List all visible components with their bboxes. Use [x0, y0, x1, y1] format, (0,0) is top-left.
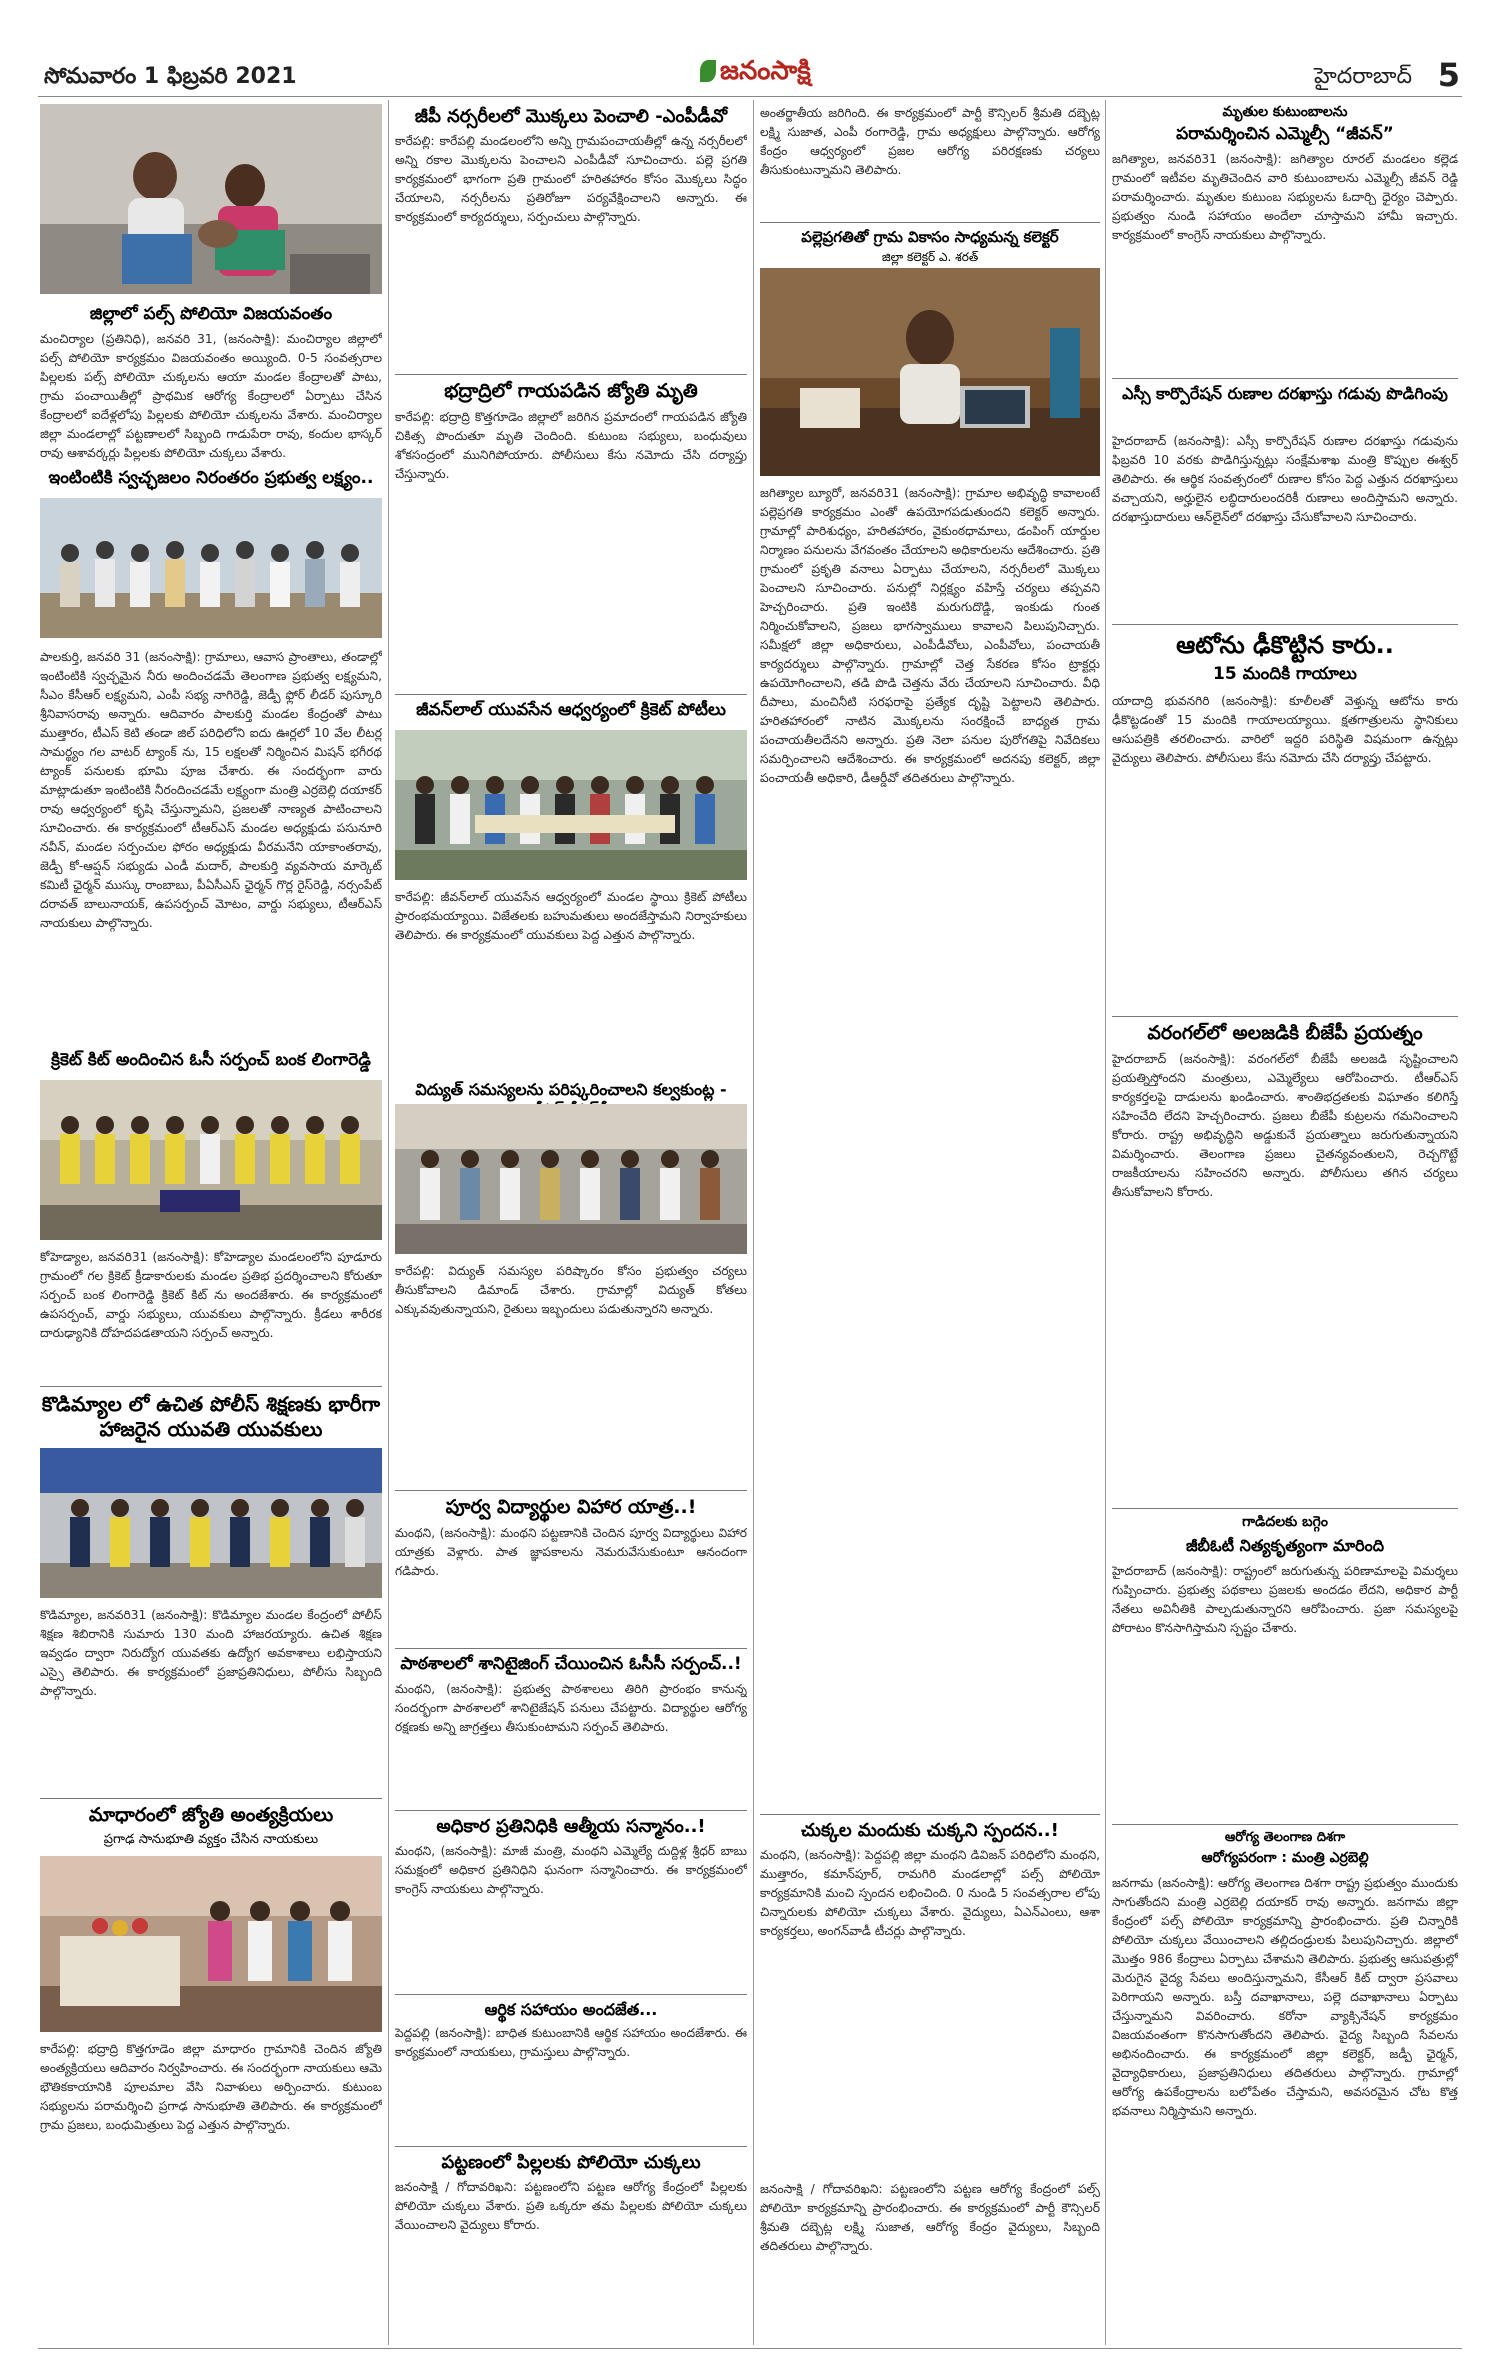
subheadline-auto-accident: 15 మందికి గాయాలు: [1213, 664, 1357, 684]
article-alumni-trip: మంథని, (జనంసాక్షి): మంథని పట్టణానికి చెందిన పూర్వ విద్యార్థులు విహార యాత్రకు వెళ్లారు. పాత జ్ఞాపకాలను నెమరువేసుకుంటూ ఆనందంగా గడిపారు.: [395, 1526, 747, 1578]
footer-rule: [38, 2348, 1462, 2349]
section-rule: [395, 1490, 747, 1491]
cricket-tournament-photo: [395, 730, 747, 880]
article-electricity: కారేపల్లి: విద్యుత్ సమస్యల పరిష్కారం కోసం ప్రభుత్వం చర్యలు తీసుకోవాలని డిమాండ్ చేశారు. గ్రామాల్లో విద్యుత్ కోతలు ఎక్కువవుతున్నాయని, రైతులు ఇబ్బందులు పడుతున్నారని అన్నారు.: [395, 1264, 747, 1316]
article-health: జనగామ (జనంసాక్షి): ఆరోగ్య తెలంగాణ దిశగా రాష్ట్ర ప్రభుత్వం ముందుకు సాగుతోందని మంత్రి ఎర్రబెల్లి దయాకర్ రావు అన్నారు. జనగామ జిల్లా కేంద్రంలో పల్స్ పోలియో కార్యక్రమాన్ని ప్రారంభించారు. ప్రతి చిన్నారికి పోలియో చుక్కలు వేయించాలని తల్లిదండ్రులకు పిలుపునిచ్చారు. జిల్లాలో మొత్తం 986 కేంద్రాలు ఏర్పాటు చేశామని తెలిపారు. ప్రభుత్వ ఆసుపత్రుల్లో మెరుగైన వైద్య సేవలు అందిస్తున్నామని, కేసీఆర్ కిట్ ద్వారా ప్రసవాలు పెరిగాయని అన్నారు. బస్తీ దవాఖానాలు, పల్లె దవాఖానాలు ఏర్పాటు చేస్తున్నామని వివరించారు. కరోనా వ్యాక్సినేషన్ కార్యక్రమం విజయవంతంగా కొనసాగుతోందని తెలిపారు. వైద్య సిబ్బంది సేవలను అభినందించారు. ఈ కార్యక్రమంలో జిల్లా కలెక్టర్, జడ్పీ ఛైర్మన్, వైద్యాధికారులు, ప్రజాప్రతినిధులు తదితరులు పాల్గొన్నారు. గ్రామాల్లో ఆరోగ్య ఉపకేంద్రాలను బలోపేతం చేస్తామని, అవసరమైన చోట కొత్త భవనాలు నిర్మిస్తామని అన్నారు.: [1112, 1876, 1458, 2118]
headline-cricket-tournament: జీవన్‌లాల్ యువసేన ఆధ్వర్యంలో క్రికెట్ పోటీలు: [416, 700, 726, 720]
kicker-condolence: మృతుల కుటుంబాలను: [1222, 104, 1348, 120]
section-rule: [395, 2146, 747, 2147]
headline-polio: జిల్లాలో పల్స్ పోలియో విజయవంతం: [89, 304, 333, 324]
article-police-training: కొడిమ్యాల, జనవరి31 (జనంసాక్షి): కొడిమ్యాల మండల కేంద్రంలో పోలీస్ శిక్షణ శిబిరానికి సుమారు 130 మంది హాజరయ్యారు. ఉచిత శిక్షణ ఇవ్వడం ద్వారా నిరుద్యోగ యువతకు ఉద్యోగ అవకాశాలు లభిస్తాయని ఎస్సై తెలిపారు. ఈ కార్యక్రమంలో ప్రజాప్రతినిధులు, పోలీసు సిబ్బంది పాల్గొన్నారు.: [40, 1608, 382, 1698]
section-rule: [395, 1810, 747, 1811]
headline-condolence: పరామర్శించిన ఎమ్మెల్సీ “జీవన్”: [1176, 124, 1394, 144]
article-town-polio: జనంసాక్షి / గోదావరిఖని: పట్టణంలోని పట్టణ ఆరోగ్య కేంద్రంలో పిల్లలకు పోలియో చుక్కలు వేశారు. ప్రతి ఒక్కరూ తమ పిల్లలకు పోలియో చుక్కలు వేయించాలని వైద్యులు కోరారు.: [395, 2180, 747, 2232]
headline-financial-aid: ఆర్థిక సహాయం అందజేత...: [484, 2000, 658, 2019]
section-rule: [1112, 1508, 1458, 1509]
article-auto-accident: యాదాద్రి భువనగిరి (జనంసాక్షి): కూలీలతో వెళ్తున్న ఆటోను కారు ఢీకొట్టడంతో 15 మందికి గాయాలయ్యాయి. క్షతగాత్రులను స్థానికులు ఆసుపత్రికి తరలించారు. వారిలో ఇద్దరి పరిస్థితి విషమంగా ఉన్నట్లు వైద్యులు తెలిపారు. పోలీసులు కేసు నమోదు చేసి దర్యాప్తు చేపట్టారు.: [1112, 694, 1458, 765]
page-number: 5: [1437, 56, 1460, 94]
polio-photo: [40, 104, 382, 294]
headline-sc-loans: ఎస్సీ కార్పొరేషన్ రుణాల దరఖాస్తు గడువు పొడిగింపు: [1122, 384, 1448, 403]
headline-police-training: కొడిమ్యాల లో ఉచిత పోలీస్ శిక్షణకు భారీగా హాజరైన యువతి యువకులు: [41, 1392, 381, 1441]
article-godavarikhani: జనంసాక్షి / గోదావరిఖని: పట్టణంలోని పట్టణ ఆరోగ్య కేంద్రంలో పల్స్ పోలియో కార్యక్రమాన్ని ప్రారంభించారు. ఈ కార్యక్రమంలో పార్టీ కౌన్సిలర్ శ్రీమతి దబ్బెట్ల లక్ష్మి సుజాత, ఆరోగ్య కేంద్రం వైద్యులు, సిబ్బంది తదితరులు పాల్గొన్నారు.: [760, 2182, 1100, 2253]
article-warangal: హైదరాబాద్ (జనంసాక్షి): వరంగల్‌లో బీజేపీ అలజడి సృష్టించాలని ప్రయత్నిస్తోందని మంత్రులు, ఎమ్మెల్యేలు ఆరోపించారు. టీఆర్ఎస్ కార్యకర్తలపై దాడులను ఖండించారు. శాంతిభద్రతలకు విఘాతం కలిగిస్తే సహించేది లేదని హెచ్చరించారు. ప్రజలు బీజేపీ కుట్రలను గమనించాలని కోరారు. రాష్ట్ర అభివృద్ధిని అడ్డుకునే ప్రయత్నాలు జరుగుతున్నాయని విమర్శించారు. తెలంగాణ ప్రజలు చైతన్యవంతులని, రెచ్చగొట్టే రాజకీయాలను సహించరని అన్నారు. పోలీసులు తగిన చర్యలు తీసుకోవాలని కోరారు.: [1112, 1052, 1458, 1199]
article-jyothi-death: కారేపల్లి: భద్రాద్రి కొత్తగూడెం జిల్లాలో జరిగిన ప్రమాదంలో గాయపడిన జ్యోతి చికిత్స పొందుతూ మృతి చెందింది. కుటుంబ సభ్యులు, బంధువులు శోకసంద్రంలో మునిగిపోయారు. పోలీసులు కేసు నమోదు చేసి దర్యాప్తు చేస్తున్నారు.: [395, 410, 747, 481]
logo-text: జనంసాక్షి: [720, 56, 811, 86]
article-sanitizing: మంథని, (జనంసాక్షి): ప్రభుత్వ పాఠశాలలు తిరిగి ప్రారంభం కానున్న సందర్భంగా పాఠశాలలో శానిటైజేషన్ పనులు చేపట్టారు. విద్యార్థుల ఆరోగ్య రక్షణకు అన్ని జాగ్రత్తలు తీసుకుంటామని సర్పంచ్ తెలిపారు.: [395, 1682, 747, 1734]
headline-sanitizing: పాఠశాలలో శానిటైజింగ్ చేయించిన ఓసీసీ సర్పంచ్..!: [400, 1654, 742, 1674]
article-polio-response: మంథని, (జనంసాక్షి): పెద్దపల్లి జిల్లా మంథని డివిజన్ పరిధిలోని మంథని, ముత్తారం, కమాన్‌పూర్, రామగిరి మండలాల్లో పల్స్ పోలియో కార్యక్రమానికి మంచి స్పందన లభించింది. 0 నుండి 5 సంవత్సరాల లోపు చిన్నారులకు పోలియో చుక్కలు వేశారు. వైద్యులు, ఏఎన్ఎంలు, ఆశా కార్యకర్తలు, అంగన్‌వాడీ టీచర్లు పాల్గొన్నారు.: [760, 1848, 1100, 1938]
section-rule: [395, 694, 747, 695]
section-rule: [395, 1648, 747, 1649]
headline-auto-accident: ఆటోను ఢీకొట్టిన కారు..: [1176, 631, 1394, 659]
masthead-rule: [38, 96, 1462, 97]
edition-city: హైదరాబాద్: [1314, 64, 1412, 89]
article-sc-loans: హైదరాబాద్ (జనంసాక్షి): ఎస్సీ కార్పొరేషన్ రుణాల దరఖాస్తు గడువును ఫిబ్రవరి 10 వరకు పొడిగిస్తున్నట్లు సంక్షేమశాఖ మంత్రి కొప్పుల ఈశ్వర్ తెలిపారు. ఈ ఆర్థిక సంవత్సరంలో రుణాల కోసం పెద్ద ఎత్తున దరఖాస్తులు వచ్చాయని, అర్హులైన లబ్ధిదారులందరికీ రుణాలు అందిస్తామని అన్నారు. దరఖాస్తుదారులు ఆన్‌లైన్‌లో దరఖాస్తు చేసుకోవాలని సూచించారు.: [1112, 434, 1458, 524]
kicker-gbot: గాడిదలకు బగ్గెం: [1242, 1514, 1328, 1530]
section-rule: [40, 1798, 382, 1799]
article-nursery: కారేపల్లి: కారేపల్లి మండలంలోని అన్ని గ్రామపంచాయతీల్లో ఉన్న నర్సరీలలో అన్ని రకాల మొక్కలను పెంచాలని ఎంపీడీవో సూచించారు. పల్లె ప్రగతి కార్యక్రమంలో భాగంగా ప్రతి గ్రామంలో హరితహారం కోసం మొక్కలు సిద్ధం చేయాలని, నర్సరీలను ప్రతిరోజూ పర్యవేక్షించాలని అన్నారు. ఈ కార్యక్రమంలో కార్యదర్శులు, సర్పంచులు పాల్గొన్నారు.: [395, 134, 747, 224]
headline-warangal: వరంగల్‌లో అలజడికి బీజేపీ ప్రయత్నం: [1147, 1022, 1423, 1044]
article-funeral: కారేపల్లి: భద్రాద్రి కొత్తగూడెం జిల్లా మాధారం గ్రామానికి చెందిన జ్యోతి అంత్యక్రియలు ఆదివారం నిర్వహించారు. ఈ సందర్భంగా నాయకులు ఆమె భౌతికకాయానికి పూలమాల వేసి నివాళులు అర్పించారు. కుటుంబ సభ్యులను పరామర్శించి ప్రగాఢ సానుభూతి తెలిపారు. ఈ కార్యక్రమంలో గ్రామ ప్రజలు, బంధుమిత్రులు పెద్ద ఎత్తున పాల్గొన్నారు.: [40, 2042, 382, 2132]
section-rule: [395, 1994, 747, 1995]
headline-water: ఇంటింటికి స్వచ్ఛజలం నిరంతరం ప్రభుత్వ లక్ష్యం..: [48, 468, 374, 488]
issue-date: సోమవారం 1 ఫిబ్రవరి 2021: [44, 64, 297, 89]
headline-polio-response: చుక్కల మందుకు చుక్కని స్పందన..!: [801, 1820, 1059, 1841]
electricity-photo: [395, 1104, 747, 1254]
police-training-photo: [40, 1448, 382, 1598]
section-rule: [1112, 624, 1458, 625]
water-photo: [40, 498, 382, 638]
section-rule: [395, 374, 747, 375]
headline-collector: పల్లెప్రగతితో గ్రామ వికాసం సాధ్యమన్న కలెక్టర్: [801, 228, 1059, 246]
section-rule: [1112, 378, 1458, 379]
headline-alumni-trip: పూర్వ విద్యార్థుల విహార యాత్ర..!: [445, 1496, 697, 1518]
article-continued-top: అంతర్జాతీయ జరిగింది. ఈ కార్యక్రమంలో పార్టీ కౌన్సిలర్ శ్రీమతి దబ్బెట్ల లక్ష్మి సుజాత, ఎంపీ రంగారెడ్డి, గ్రామ అధ్యక్షులు పాల్గొన్నారు. ఆరోగ్య కేంద్రం ఆధ్వర్యంలో ప్రజల ఆరోగ్య పరిరక్షణకు చర్యలు తీసుకుంటున్నామని తెలిపారు.: [760, 106, 1100, 177]
kicker-health: ఆరోగ్య తెలంగాణ దిశగా: [1224, 1830, 1346, 1845]
article-gbot: హైదరాబాద్ (జనంసాక్షి): రాష్ట్రంలో జరుగుతున్న పరిణామాలపై విమర్శలు గుప్పించారు. ప్రభుత్వ పథకాలు ప్రజలకు అందడం లేదని, అధికార పార్టీ నేతలు అవినీతికి పాల్పడుతున్నారని ఆరోపించారు. ప్రజా సమస్యలపై పోరాటం కొనసాగిస్తామని స్పష్టం చేశారు.: [1112, 1564, 1458, 1635]
section-rule: [760, 222, 1100, 223]
headline-health: ఆరోగ్యపరంగా : మంత్రి ఎర్రబెల్లి: [1201, 1850, 1369, 1866]
newspaper-logo: [700, 56, 811, 92]
article-condolence: జగిత్యాల, జనవరి31 (జనంసాక్షి): జగిత్యాల రూరల్ మండలం కల్లెడ గ్రామంలో ఇటీవల మృతిచెందిన వారి కుటుంబాలను ఎమ్మెల్సీ జీవన్ రెడ్డి పరామర్శించారు. మృతుల కుటుంబ సభ్యులను ఓదార్చి ధైర్యం చెప్పారు. ప్రభుత్వం నుండి సహాయం అందేలా చూస్తామని హామీ ఇచ్చారు. కార్యక్రమంలో కాంగ్రెస్ నాయకులు పాల్గొన్నారు.: [1112, 152, 1458, 242]
headline-felicitation: అధికార ప్రతినిధికి ఆత్మీయ సన్మానం..!: [436, 1816, 706, 1837]
collector-photo: [760, 268, 1100, 476]
leaf-icon: [700, 60, 716, 82]
column-divider: [1105, 100, 1106, 2345]
headline-cricket-kit: క్రికెట్ కిట్ అందించిన ఓసీ సర్పంచ్ బంక లింగారెడ్డి: [51, 1050, 371, 1070]
article-polio: మంచిర్యాల (ప్రతినిధి), జనవరి 31, (జనంసాక్షి): మంచిర్యాల జిల్లాలో పల్స్ పోలియో కార్యక్రమం విజయవంతం అయ్యింది. 0-5 సంవత్సరాల పిల్లలకు పల్స్ పోలియో చుక్కలను ఆయా మండల కేంద్రాలతో పాటు, గ్రామ పంచాయితీల్లో ప్రాథమిక ఆరోగ్య కేంద్రాలలో ఏర్పాటు చేసిన కేంద్రాలలో ఐదేళ్లలోపు పిల్లలకు పోలియో చుక్కలను వేశారు. మంచిర్యాల జిల్లా మండలాల్లో పట్టణాలలో సిబ్బంది గాడుపేరా రావు, కందుల భాస్కర్ రావు ఆశావర్కర్లు పిల్లలకు పోలియో చుక్కలు వేశారు.: [40, 332, 382, 460]
headline-electricity: విద్యుత్ సమస్యలను పరిష్కరించాలని కల్వకుంట్ల -: [415, 1080, 727, 1099]
column-divider: [388, 100, 389, 2345]
article-financial-aid: పెద్దపల్లి (జనంసాక్షి): బాధిత కుటుంబానికి ఆర్థిక సహాయం అందజేశారు. ఈ కార్యక్రమంలో నాయకులు, గ్రామస్తులు పాల్గొన్నారు.: [395, 2026, 747, 2059]
article-cricket-kit: కోహెడ్యాల, జనవరి31 (జనంసాక్షి): కోహెడ్యాల మండలంలోని పూడూరు గ్రామంలో గల క్రికెట్ క్రీడాకారులకు మండల ప్రతిభ ప్రదర్శించాలని కోరుతూ సర్పంచ్ బంక లింగారెడ్డి క్రికెట్ కిట్ ను అందజేశారు. ఈ కార్యక్రమంలో ఉపసర్పంచ్, వార్డు సభ్యులు, యువకులు పాల్గొన్నారు. క్రీడలు శారీరక దారుఢ్యానికి దోహదపడతాయని సర్పంచ్ అన్నారు.: [40, 1250, 382, 1340]
section-rule: [1112, 1016, 1458, 1017]
article-collector: జగిత్యాల బ్యూరో, జనవరి31 (జనంసాక్షి): గ్రామాల అభివృద్ధి కావాలంటే పల్లెప్రగతి కార్యక్రమం ఎంతో ఉపయోగపడుతుందని కలెక్టర్ అన్నారు. గ్రామాల్లో పారిశుధ్యం, హరితహారం, వైకుంఠధామాలు, డంపింగ్ యార్డుల నిర్మాణం పనులను వేగవంతం చేయాలని అధికారులను ఆదేశించారు. ప్రతి గ్రామంలో ప్రకృతి వనాలు ఏర్పాటు చేయాలని, నర్సరీలలో మొక్కలు పెంచాలని సూచించారు. పనుల్లో నిర్లక్ష్యం వహిస్తే చర్యలు తప్పవని హెచ్చరించారు. ప్రతి ఇంటికి మరుగుదొడ్డి, ఇంకుడు గుంత నిర్మించుకోవాలని, ప్రజలు భాగస్వాములు కావాలని పిలుపునిచ్చారు. సమీక్షలో జిల్లా అధికారులు, ఎంపీడీవోలు, ఎంపీవోలు, పంచాయతీ కార్యదర్శులు పాల్గొన్నారు. గ్రామాల్లో చెత్త సేకరణ కోసం ట్రాక్టర్లు ఉపయోగించాలని, తడి పొడి చెత్తను వేరు చేయాలని సూచించారు. వీధి దీపాలు, మంచినీటి సరఫరాపై ప్రత్యేక దృష్టి పెట్టాలని తెలిపారు. హరితహారంలో నాటిన మొక్కలను సంరక్షించే బాధ్యత గ్రామ పంచాయతీలదేనని అన్నారు. ప్రతి నెలా పనుల పురోగతిపై నివేదికలు సమర్పించాలని ఆదేశించారు. ఈ కార్యక్రమంలో అదనపు కలెక్టర్, జిల్లా పంచాయతీ అధికారి, డీఆర్డీవో తదితరులు పాల్గొన్నారు.: [760, 486, 1100, 785]
section-rule: [760, 1814, 1100, 1815]
article-felicitation: మంథని, (జనంసాక్షి): మాజీ మంత్రి, మంథని ఎమ్మెల్యే దుద్దిళ్ల శ్రీధర్ బాబు సమక్షంలో అధికార ప్రతినిధిని ఘనంగా సన్మానించారు. ఈ కార్యక్రమంలో కాంగ్రెస్ నాయకులు పాల్గొన్నారు.: [395, 1844, 747, 1896]
headline-town-polio: పట్టణంలో పిల్లలకు పోలియో చుక్కలు: [441, 2152, 701, 2173]
headline-funeral: మాధారంలో జ్యోతి అంత్యక్రియలు: [88, 1804, 334, 1826]
section-rule: [40, 1386, 382, 1387]
funeral-photo: [40, 1856, 382, 2032]
byline-collector: జిల్లా కలెక్టర్ ఎ. శరత్: [881, 250, 979, 264]
headline-nursery: జీపీ నర్సరీలలో మొక్కలు పెంచాలి -ఎంపీడీవో: [414, 106, 728, 127]
headline-gbot: జీబీఓటీ నిత్యకృత్యంగా మారింది: [1185, 1536, 1385, 1555]
section-rule: [1112, 1824, 1458, 1825]
cricket-kit-photo: [40, 1080, 382, 1240]
subheadline-funeral: ప్రగాఢ సానుభూతి వ్యక్తం చేసిన నాయకులు: [103, 1832, 319, 1847]
column-divider: [753, 100, 754, 2345]
article-water: పాలకుర్తి, జనవరి 31 (జనంసాక్షి): గ్రామాలు, ఆవాస ప్రాంతాలు, తండాల్లో ఇంటింటికి స్వచ్ఛమైన నీరు అందించడమే తెలంగాణ ప్రభుత్వ లక్ష్యమని, సీఎం కేసీఆర్ లక్ష్యమని, ఎంపీ సభ్య నాగిరెడ్డి, జెడ్పీ ఫ్లోర్ లీడర్ పుస్కూరి శ్రీనివాసరావు అన్నారు. ఆదివారం పాలకుర్తి మండల కేంద్రంతో పాటు ముత్తారం, టీఎస్ కెటి తండా జిల్ పరిధిలోని ఐదు ఊర్లలో 10 వేల లీటర్ల సామర్థ్యం గల వాటర్ ట్యాంక్ ను, 15 లక్షలతో నిర్మించిన మిషన్ భగీరథ ట్యాంక్ పనులకు భూమి పూజ చేశారు. ఈ సందర్భంగా వారు మాట్లాడుతూ ఇంటింటికి నీరందించడమే లక్ష్యంగా మంత్రి ఎర్రబెల్లి దయాకర్ రావు ఆధ్వర్యంలో కృషి చేస్తున్నామని, ప్రజలతో నాణ్యత పాటించాలని సూచించారు. ఈ కార్యక్రమంలో టీఆర్ఎస్ మండల అధ్యక్షుడు పసునూరి నవీన్, మండల సర్పంచుల ఫోరం అధ్యక్షుడు వీరమనేని యాకాంతరావు, జెడ్పీ కో-ఆప్షన్ సభ్యుడు ఎండీ మదార్, పాలకుర్తి వ్యవసాయ మార్కెట్ కమిటీ ఛైర్మన్ ముస్కు రాంబాబు, పీఏసీఎస్ ఛైర్మన్ గొర్ల రైస్‌రెడ్డి, నర్సంపేట్ దరావత్ బాలునాయక్, ఉపసర్పంచ్ మోటం, వార్డు సభ్యులు, టీఆర్ఎస్ నాయకులు పాల్గొన్నారు.: [40, 650, 382, 930]
article-cricket-tournament: కారేపల్లి: జీవన్‌లాల్ యువసేన ఆధ్వర్యంలో మండల స్థాయి క్రికెట్ పోటీలు ప్రారంభమయ్యాయి. విజేతలకు బహుమతులు అందజేస్తామని నిర్వాహకులు తెలిపారు. ఈ కార్యక్రమంలో యువకులు పెద్ద ఎత్తున పాల్గొన్నారు.: [395, 890, 747, 942]
headline-jyothi-death: భద్రాద్రిలో గాయపడిన జ్యోతి మృతి: [444, 380, 698, 402]
